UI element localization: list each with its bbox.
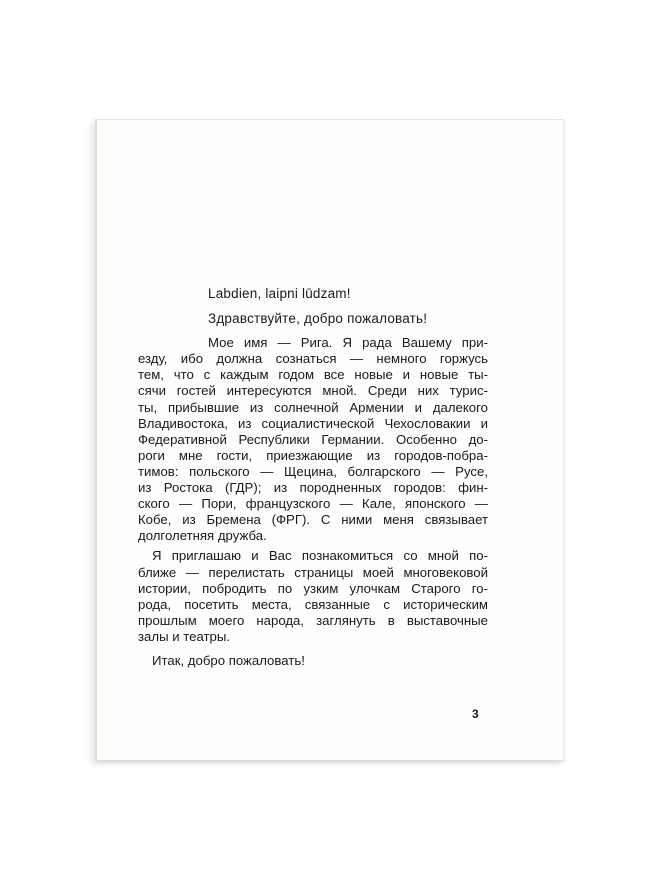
paragraph-line: роги мне гости, приезжающие из городов-побра-	[138, 447, 488, 463]
paragraph-line: ты, прибывшие из солнечной Армении и далекого	[138, 399, 488, 415]
paragraph-line: Владивостока, из социалистической Чехословакии и	[138, 415, 488, 431]
paragraph-line: рода, посетить места, связанные с историческим	[138, 596, 488, 612]
paragraph-line: истории, побродить по узким улочкам Старого го-	[138, 580, 488, 596]
closing-line: Итак, добро пожаловать!	[152, 652, 305, 668]
greeting-russian: Здравствуйте, добро пожаловать!	[208, 311, 428, 327]
paragraph-line: езду, ибо должна сознаться — немного горжусь	[138, 351, 488, 367]
paragraph-line: долголетняя дружба.	[138, 528, 267, 544]
paragraph-line: ского — Пори, французского — Кале, японского —	[138, 496, 488, 512]
paragraph-line: Кобе, из Бремена (ФРГ). С ними меня связывает	[138, 512, 488, 528]
paragraph-2	[138, 548, 488, 645]
paragraph-line: из Ростока (ГДР); из породненных городов: фин-	[138, 480, 488, 496]
paragraph-1	[138, 335, 488, 544]
paragraph-line: тимов: польского — Щецина, болгарского — Русе,	[138, 463, 488, 479]
paragraph-line: ближе — перелистать страницы моей многовековой	[138, 564, 488, 580]
paragraph-line: Я приглашаю и Вас познакомиться со мной по-	[152, 548, 488, 564]
paragraph-line: залы и театры.	[138, 628, 231, 644]
paragraph-line: прошлым моего народа, заглянуть в выставочные	[138, 612, 488, 628]
page-number: 3	[472, 707, 479, 721]
paragraph-line: Федеративной Республики Германии. Особенно до-	[138, 431, 488, 447]
greeting-latvian: Labdien, laipni lūdzam!	[208, 286, 351, 301]
paragraph-line: тем, что с каждым годом все новые и новые ты-	[138, 367, 488, 383]
paragraph-line: сячи гостей интересуются мной. Среди них турис-	[138, 383, 488, 399]
page-text	[138, 276, 488, 669]
paragraph-line: Мое имя — Рига. Я рада Вашему при-	[208, 335, 488, 351]
